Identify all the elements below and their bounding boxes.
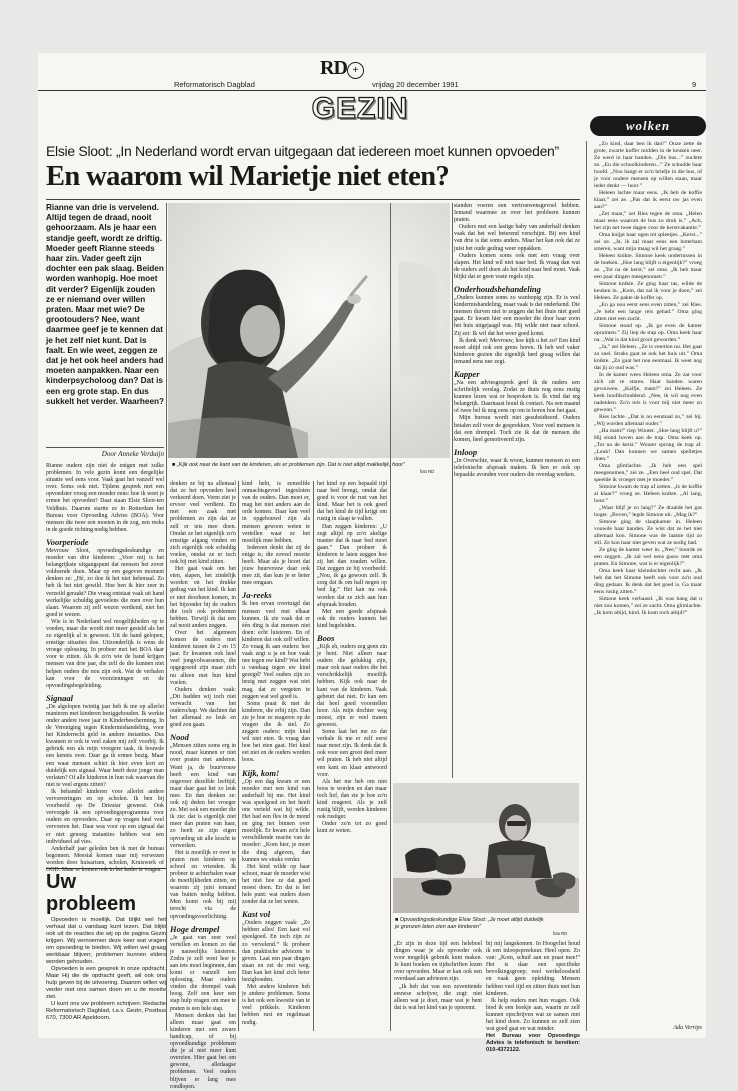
- subhead-boos: Boos: [317, 632, 335, 643]
- paragraph: Het is moeilijk er over te praten met kinderen op school en vrienden. Ik probeer te achterhalen waar de moeilijkheden zitten, en waarom zij juist iemand van buiten nodig hebben. Men komt ook bij mij terecht via de opvoedingsvoorlichting.: [170, 849, 236, 920]
- column-wolken-story: [594, 141, 702, 1021]
- paragraph: „Waar blijf je zo lang?” Ze draaide het gas hoger. „Boven,” legde Simone uit. „Mag ik?”: [594, 505, 702, 518]
- article-column-2: [170, 481, 236, 1090]
- paper-name: Reformatorisch Dagblad: [174, 80, 255, 89]
- paragraph: „Ja,” zei Heleen. „Ze is veertien nu. Het gaat zo snel. Straks gaat ze ook het huis uit.” Oma knikte. „Zo gaat het nou eenmaal. Ik weet nog dat jij zo oud was.”: [594, 344, 702, 371]
- paragraph: U kunt ons uw probleem schrijven: Redactie Reformatorisch Dagblad, t.a.v. Gezin, Postbus 670, 7300 AR Apeldoorn.: [46, 1001, 166, 1021]
- paragraph: Met andere kinderen heb je andere problemen. Soms is het ook een kwestie van te veel prikkels. Kinderen hebben rust en regelmaat nodig.: [242, 984, 310, 1026]
- paragraph: Dan zeggen kinderen: „U zegt altijd op zo'n akelige manier dat ik naar bed moet gaan.” Dan probeer ik kinderen te laten zeggen hoe zij het dan zouden willen. Dat zeggen ze bij voorbeeld: „Nou, ik ga gewoon zelf. Ik zorg dat ik om half negen op bed lig.” Het kan nu ook worden dat ze zich aan hun afspraak houden.: [317, 523, 387, 608]
- girl-pointing-image: [168, 203, 450, 458]
- column-banner: [590, 116, 706, 136]
- paragraph: kind hebt, is eenzelfde onmachtsgevoel ingesloten van de ouders. Dan moet er, mag het niet anders aan de orde komen. Daar kan veel in opgebouwd zijn als mensen gewoon weten te vertellen waar ze het moeilijk mee hebben.: [242, 481, 310, 544]
- article-column-4: [317, 481, 387, 1031]
- paper-logo: RD: [320, 57, 347, 79]
- sidebar-text: [46, 917, 166, 1022]
- paragraph: Ries lachte. „Dat is nu eenmaal zo,” zei hij. „Wij worden allemaal ouder.”: [594, 414, 702, 427]
- column-divider: [313, 481, 314, 1031]
- paragraph: Anderhalf jaar geleden ben ik met de bureau begonnen. Meestal komen naar mij verwezen worden door huisartsen, scholen, Kruiswerk of GGD. Maar er komen ook in het kader te vragen.: [46, 845, 164, 873]
- paragraph: Simone ging de slaapkamer in. Heleen vouwde haar handen. Ze wist dat ze het niet allemaal kon. Simone was de laatste tijd zo stil. Ze kon haar niet geven wat ze nodig had.: [594, 519, 702, 546]
- paragraph: bij mij langskomen. In Hoogvliet houd ik een inloopspreekuur. Heel open. Zo van: „Kom, schuif aan en praat mee!” Het is daar een specifieke bevolkingsgroep; veel werkeloosheid en vaak geen opleiding. Mensen hebben veel tijd en zitten thuis met hun kinderen.: [486, 941, 580, 997]
- paragraph: Ik help ouders met hun vragen. Ook bied ik een boekje aan, waarin ze zelf kunnen opschrijven wat ze samen met het kind doen. Zo kunnen ze zelf zien wat goed gaat en wat minder.: [486, 997, 580, 1033]
- section-title-text: GEZIN: [311, 91, 409, 125]
- paragraph: Heleen lachte maar eens. „Ik heb de koffie klaar,” zei ze. „Pas dat ik eerst uw jas even aan?”: [594, 190, 702, 210]
- paragraph: Ouders denken vaak: „Dit hadden wij toch niet verwacht van het ouderschap. We dachten dat het allemaal zo leuk en goed zou gaan.: [170, 686, 236, 729]
- paragraph: Oma glimlachte. „Ik heb een spel meegenomen,” zei ze. „Een heel oud spel. Dat speelde ik vroeger met je moeder.”: [594, 463, 702, 483]
- article-column-6: [486, 941, 580, 1053]
- paragraph: Soms laat het me zo dat verbale ik me er zelf eerst naar moet zijn. Ik denk dat ik ook voor een groot deel meer wil praten. Ik heb niet altijd een kant en klaar antwoord voor.: [317, 729, 387, 778]
- photo-elsie-sloot: [393, 783, 579, 913]
- paragraph: „Na een adviesgesprek geef ik de ouders een schriftelijk verslag. Zodat ze thuis nog eens rustig kunnen lezen wat er besproken is. Ik vind dat erg belangrijk. Daarnaast houd ik contact. Na een maand of twee bel ik nog eens op om te horen hoe het gaat.: [454, 379, 580, 415]
- paragraph: Soms praat ik met de kinderen, die erbij zijn. Dan zie je hoe ze reageren op de vragen die ik stel. Zo zeggen ouders: mijn kind wil niet eten. Ik vraag dan hoe het eten gaat. Het kind eet niet en de ouders worden boos.: [242, 700, 310, 764]
- column-divider: [452, 203, 453, 778]
- paragraph: Heleen knikte. Simone keek ondertussen in de boeken. „Hoe lang blijft u eigenlijk?” vroeg ze. „Tot na de kerst,” zei oma. „Ik heb maar een paar dingen meegenomen.”: [594, 253, 702, 280]
- paragraph: Simone knikte. Ze ging haar tas, wilde de keuken in. „Kom, dat zal ik voor je doen,” zei Heleen. Ze pakte de koffer op.: [594, 281, 702, 301]
- paragraph: Opvoeden is een gesprek in onze opdracht. Maar Hij die de opdracht geeft, wil ook ons hulp geven bij de uitvoering. Daarom willen wij verder niet ons samen doen en u de moeite ziet.: [46, 966, 166, 1000]
- paragraph: Mevrouw Sloot, opvoedingsdeskundige en moeder van drie kinderen: „Voor mij is het belangrijkste uitgangspunt dat mensen het zover voldoende doen. Maar op een gegeven moment denken ze: „Hè, zo doe ik het niet helemaal. Zo heb ik het niet gewild. Hoe ben ik hier zeer in verzeild geraakt? Die vraag ontstaat vaak uit hand werkelijke schuldig gevoelens die men over hun slaan. Waarom zij zelf wezen verdiend, niet het goed te wezen.: [46, 547, 164, 618]
- subhead-nood: Nood: [170, 732, 189, 743]
- newspaper-page: [38, 53, 706, 1090]
- column-banner-text: wolken: [625, 118, 671, 133]
- paragraph: Mijn bureau wordt niet gesubsidieerd. Ouders betalen zelf voor de gesprekken. Voor veel mensen is dat een drempel. Toch zie ik dat de mensen die komen, heel gemotiveerd zijn.: [454, 415, 580, 443]
- paragraph: Mensen denken dat het alleen maar gaat om kinderen met een zware handicap, of bij opvoedkundige problemen die je al niet meer kunt overzien. Hier gaat het om gewone, alledaagse problemen. Veel ouders blijven er lang mee rondlopen.: [170, 1012, 236, 1090]
- paragraph: „Zet maar,” zei Ries tegen de oma. „Helen maar eens waarom de bus zo druk is.” „Ach, het zijn net twee dagen voor de kerstvakantie.”: [594, 211, 702, 231]
- photo1-credit: foto RD: [420, 469, 435, 474]
- paragraph: „Kijk eh, ouders zeg geen zin je bent. Niet alleen naar ouders die gelukkig zijn, maar ook naar ouders die het verschrikkelijk moeilijk hebben. Kijk ook naar de kant van de kinderen. Vaak gebeurt dat niet. Er kan een dat heel goed voorstellen hoor. Als mijn dochter weg moest, zijn er veel tranen geweest.: [317, 643, 387, 728]
- paragraph: In de kamer wees Heleen oma. Ze zat voor zich uit te staren. Haar handen waren gevouwen. „Kalfje, mam?” zei Heleen. Ze keek hoofdschuddend. „Nee, ik wil nog even nadenken. Zo'n reis is voor mij niet meer zo gewoon.”: [594, 372, 702, 413]
- article-kicker: Elsie Sloot: „In Nederland wordt ervan uitgegaan dat iedereen moet kunnen opvoeden”: [46, 143, 559, 159]
- column-divider: [238, 481, 239, 1031]
- headline-rule: [46, 199, 580, 200]
- paragraph: Simone keek verbaasd. „Ik was bang dat u niet zou komen,” zei ze zacht. Oma glimlachte. „Ik kom altijd, kind. Ik kom toch altijd?”: [594, 596, 702, 616]
- paragraph: „In Overschie, waar ik woon, kunnen mensen zo een telefonische afspraak maken. Ik ben er ook op bepaalde avonden voor ouders die overdag werken.: [454, 457, 580, 478]
- paragraph: Onder zo'n tot zo goed kunt ze weten.: [317, 821, 387, 835]
- paragraph: „Ouders kunnen soms zo wanhopig zijn. Er is veel kindermishandeling, maar vaak is dat onderkend. Die mensen durven niet te zeggen dat het thuis niet goed gaat. Er kwam hier een moeder die door haar zoon het huis uitgejaagd was. Hij wilde niet naar school. Zij zei: Ik wil dat het weer goed komt.: [454, 295, 580, 337]
- paragraph: standen voeren een vertrouwensgevoel hebben. Iemand waarmee ze over het probleem kunnen praten.: [454, 203, 580, 224]
- article-column-5: [454, 203, 580, 773]
- subhead-kast-vol: Kast vol: [242, 909, 271, 920]
- article-column-1: [46, 463, 164, 873]
- subhead-ja-reeks: Ja-reeks: [242, 590, 272, 601]
- article-headline: En waarom wil Marietje niet eten?: [46, 161, 450, 192]
- paragraph: denken ze bij na allemaal dat ze het opvoeden heel verkeerd doen. Vorm ziet je ervoor veel verdient. En met een zaak met problemen zo zijn dat ze zelf er iets mee doen. Omdat ze het eigenlijk zo'n ernstige afgang vinden en zich eigenlijk ook schuldig voelen, omdat ze er toch ook bij met kind zitten.: [170, 481, 236, 566]
- paragraph: „En ga nou eerst eens even zitten,” zei Ries. „Je hebt een lange reis gehad.” Oma ging zitten met een zucht.: [594, 302, 702, 322]
- article-column-6b: [394, 941, 482, 1033]
- paragraph: Het gaat vaak om het eten, slapen, het zindelijk worden en het drukke gedrag van het kind. Ik kan er niet doorheen komen, in het bijzonder bij de ouders die toch ook problemen hebben. Terwijl ik dat een zal nooit anders zeggen.: [170, 566, 236, 629]
- paragraph: het kind op een bepaald tijd naar bed brengt, omdat dat goed is voor de rust van het kind. Maar het is ook goed dat het kind de tijd krijgt om rustig in slaap te vallen.: [317, 481, 387, 523]
- photo2-credit: foto RD: [553, 931, 568, 936]
- paragraph: Simone stond op. „Ik ga even de kamer opruimen.” Zij liep de trap op. Oma keek haar na. „Wat is dat kind groot geworden.”: [594, 323, 702, 343]
- paragraph: Wie is in Nederland wel mogelijkheden op te voeden, maar die wordt niet meer gesteld als het zo eigenlijk al is geweest. Uit de hand gelopen, ernstige situaties doe. Uitzonderlijk is wens de vroege oplossing. In probeer met het BOA daar voor te zitten. Als ik zo'n wie de hand krijgen mensen van drie jaar, die zelf de die kunnen niet helpen ouders die nou zijn ook. Wat de verhalen kan voor de voorzieningen en de opvoedingsbegeleiding.: [46, 618, 164, 689]
- paragraph: Iedereen denkt dat zij de enige is; die zoveel moeite heeft. Maar als je hoort dat jouw buurvrouw daar ook mee zit, dan kun je er beter mee omgaan.: [242, 544, 310, 587]
- paragraph: Simone kwam de trap af zetten. „Is de koffie al klaar?” vroeg ze. Heleen knikte. „Al lang, hoor.”: [594, 484, 702, 504]
- paragraph: Oma keek haar kleindochter recht aan. „Ik heb dat het Simone heeft ook voor zo'n oud ding gedaan. Ik denk dat het goed is. Ga maar eens rustig zitten.”: [594, 568, 702, 595]
- paragraph: „Zo kind, daar ben ik dan!” Onze zette de grote, zwarte koffer midden in de keuken neer. Ze werd in haar handen. „Die bus...” zuchtte ze. „En die schoolkinderen...” Ze schudde haar hoofd. „Nou hangt er zo'n briefje in die bus, of je voor oudere mensen op willen staan, maar ieder denkt — hoor.”: [594, 141, 702, 189]
- article-intro: Rianne van drie is vervelend. Altijd tegen de draad, nooit gehoorzaam. Als je haar een standje geeft, wordt ze driftig. Moeder geeft Rianne steeds haar zin. Vader geeft zijn dochter een pak slaag. Beiden worden wanhopig. Hoe moet dit verder? Eigenlijk zouden ze er niemand over willen praten. Maar met wie? De grootouders? Nee, want daarmee geef je te kennen dat je het zelf niet kunt. Dat is faalt. En wie weet, zeggen ze dat je het ook heel anders had moeten aanpakken. Naar een kinderpsycholoog dan? Dat is een erg grote stap. En dus sukkelt het verder. Waarheen?: [46, 203, 165, 406]
- photo2-caption: ■ Opvoedingsdeskundige Elsie Sloot: „Je moet altijd duidelijk je grenzen laten zien aan kinderen”: [395, 917, 544, 930]
- sidebar-uw-probleem: [46, 868, 166, 1031]
- subhead-kijk-kom: Kijk, kom!: [242, 767, 280, 778]
- subhead-voorperiode: Voorperiode: [46, 536, 89, 547]
- subhead-hoge-drempel: Hoge drempel: [170, 923, 220, 934]
- paragraph: Opvoeden is moeilijk. Dat blijkt wel het verhaal dat u vandaag kunt lezen. Dat blijkt ook uit de reacties die wij op de pagina Gezin krijgen. Wij vernoemen deze keer wat vragen om opvoeding te bieden. Wij willen wel graag werkbaar blijven; problemen kunnen elders worden gehouden.: [46, 917, 166, 965]
- woman-portrait-image: [393, 783, 579, 913]
- column-divider: [166, 203, 167, 1031]
- paragraph: „Ouders zeggen vaak: „Ze hebben alles! Een kast vol speelgoed. En toch zijn ze zo vervelend.” Ik probeer dan praktische adviezen te geven. Laat een paar dingen staan en zet de rest weg. Dan kan het kind zich beter bezighouden.: [242, 920, 310, 983]
- paragraph: Ouders komen soms ook met een vraag over slapen. Het kind wil niet naar bed. Ik vraag dan wat de ouders zelf doen als het kind naar bed moet. Vaak blijkt dat er geen vaste regels zijn.: [454, 252, 580, 280]
- byline: Door Anneke Verduijn: [46, 447, 164, 458]
- paragraph: Rianne oudere zijn niet de enigen met zulke problemen. In vele gezin komt een dergelijke situatie wel eens voor. Vaak gaat het vanzelf wel over. Soms ook niet. Tijdens gesprek met een opvoedster vroeg een moeder eens: hoe ik weet je ermee het opvoeden? Daar staan Elsie Sloot-ten Veldhuis. Daarom startte ze in Rotterdam het Bureau voor Opvoeding Advies (BOA). Voor mensen die twee een moeten in de zog, een reeks in de goede richting nodig hebben.: [46, 463, 164, 533]
- paragraph: Ik ben ervan overtuigd dat mensen veel met elkaar kunnen. Ik zie vaak dat er één ding is dat mensen niet doen: echt luisteren. En of kinderen dat ook zelf willen. Zo vraag ik aan ouders: hoe vaak zegt u ja en hoe vaak nee tegen uw kind? Wat hebt u vandaag tegen uw kind gezegd? Veel ouders zijn zo bezig met zeggen wat niet mag, dat ze vergeten te zeggen wat wel goed is.: [242, 601, 310, 700]
- paragraph: „Op een dag kwam er een moeder met een kind van anderhalf bij me. Het kind was speelgoed en het heeft ons verteld wat hij wilde. Het had een fles in de mond en ging net binnen over moeilijk. Er kwam zo'n hele verschillende reactie van de moeder: „Kom hier, je moet die ding afgeven, dan kunnen we straks verder.: [242, 778, 310, 863]
- paragraph: Ouders met een lastige baby van anderhalf denken vaak dat het wel beterend verschijnt. Bij een kind van drie is dat soms anders. Maar het kan ook dat ze juist het oude gedrag weer oppakken.: [454, 224, 580, 252]
- sidebar-title: Uw probleem: [46, 871, 137, 915]
- paragraph: „Ik heb dat van een zeventiende eeuwse schrijver, die zegt: niet alleen wat je doet, maar wat je bent dat is wat het kind van je opneemt.: [394, 983, 482, 1011]
- paragraph: Ik behandel kinderen voor allerlei andere vervorreringen en op scholen. Ik ben bij voorbeeld op De Driestar geweest. Ook vervorgde ik een opvoedingsprogramma voor ouders en opvoeders. Daar op vragen heel veel vervoeren het. Daar was voor op een signaal dat er niet genoeg instanties hebben wat een individueel ad vies.: [46, 788, 164, 845]
- photo1-caption: ■ „Kijk ook naar de kant van de kinderen, als er problemen zijn. Dat is niet altijd makkelijk, hoor”: [172, 462, 405, 468]
- issue-date: vrijdag 20 december 1991: [372, 80, 459, 89]
- column-author: Ada Verrips: [673, 1025, 702, 1031]
- paragraph: Als het me heb om niet boos te worden en dan maar toch lief, dan zie je hoe zo'n kind reageert. Als je zelf rustig blijft, worden kinderen ook rustiger.: [317, 778, 387, 821]
- paragraph: Oma knijpt haar ogen tot spleetjes. „Kerst...” zei ze. „Ja, ik zal maar eens een boterham smeren, want mijn maag wil het graag.”: [594, 232, 702, 252]
- paragraph: Over het algemeen komen de ouders met kinderen tussen de 2 en 15 jaar. Er kwamen ook heel veel jongvolwassenen, die opgegroeid zijn maar zich nu alleen met hun kind voelen.: [170, 629, 236, 686]
- paragraph: „Mensen zitten soms erg in nood, maar kunnen er niet over praten met anderen. Want ja, de buurvrouw heeft een kind van ongeveer dezelfde leeftijd, maar daar gaat het zo leuk mee. En dan denken ze: ook zij deden het vroeger zo. Met ook een moeder die ik zie: dat is eigenlijk niet meer dan praten van haar, zo heeft ze zijn eigen opvoeding uit alle kracht te verwerken.: [170, 743, 236, 849]
- paragraph: „Ha mam!” riep Wouter. „Hoe lang blijft u?” Hij stond boven aan de trap. Oma keek op. „Tot na de kerst.” Wouter sprong de trap af. „Leuk! Dan kunnen we samen spelletjes doen.”: [594, 428, 702, 462]
- column-divider: [586, 141, 587, 1031]
- paragraph: Ze ging de kamer weer in. „Nee,” boorde ze een zeggen. „Ik zal wel eens gauw met oma praten. En Simone, wat is er eigenlijk?”: [594, 547, 702, 567]
- paragraph: „Je gaat van zeer veel vertellen en komen zo dat je nauwelijks luisteren. Zodra je zelf weet hoe je aan iets moet beginnen, dan komt er vanzelf een oplossing. Maar ouders vinden die drempel vaak hoog. Zelf een keer een stap hulp vragen om mee te praten is een hele stap.: [170, 934, 236, 1012]
- paragraph: Ik denk wel: Mevrouw, hoe kijk u het zo? Een kind moet altijd ook een grens horen. Ik heb wel vaker kinderen gezien die eigenlijk heel graag willen dat iemand eens nee zegt.: [454, 337, 580, 365]
- subhead-kapper: Kapper: [454, 368, 480, 379]
- article-column-3: [242, 481, 310, 1031]
- plus-logo-icon: +: [347, 62, 364, 79]
- paragraph: „De algelopen twintig jaar heb ik me op allerlei manieren met kinderen beziggehouden. Ik werkte onder andere twee jaar in Kinderbescherming. In de Vereniging tegen Kindermishandeling, voor het Kinderrecht geld in andere instanties. Dus kwamen er ook te veel zaken mij zelf voorbij. Ik gebruik een als mijn vroegere taak, ik bouwde een kennis over. Daar ga ik ermee bezig. Maar een waar mensen schiet ik hier even kort en duidelijk een signaal. Waar heeft deze jonge man verlaten? Of alle kinderen in hun vak waarvan die niet te veel ergens zitten?: [46, 703, 164, 788]
- paragraph: „Er zijn in deze tijd een heleboel dingen waar je als opvoeder ook voor mogelijk gebruik kunt maken. Je kunt boeken en tijdschriften lezen over opvoeden. Maar er kan ook een overdaad aan adviezen zijn.: [394, 941, 482, 983]
- paragraph: Het kind wilde op haar schoot, maar de moeder wist het niet hoe ze dat goed moest doen. En dat is het hele punt: wat ouders doen zonder dat ze het weten.: [242, 863, 310, 906]
- page-number: 9: [692, 80, 697, 89]
- contact-note: Het Bureau voor Opvoedings Advies is telefonisch te bereiken: 010-4372122.: [486, 1033, 580, 1053]
- section-title: [260, 92, 460, 125]
- subhead-onderhoud: Onderhoudsbehandeling: [454, 284, 541, 295]
- masthead: [38, 53, 706, 93]
- photo-girl-pointing: [168, 203, 450, 458]
- column-divider: [390, 203, 391, 1031]
- subhead-inloop: Inloop: [454, 446, 478, 457]
- paragraph: Met een goede afspraak ook de ouders kunnen het kind begeleiden.: [317, 608, 387, 629]
- subhead-signaal: Signaal: [46, 692, 73, 703]
